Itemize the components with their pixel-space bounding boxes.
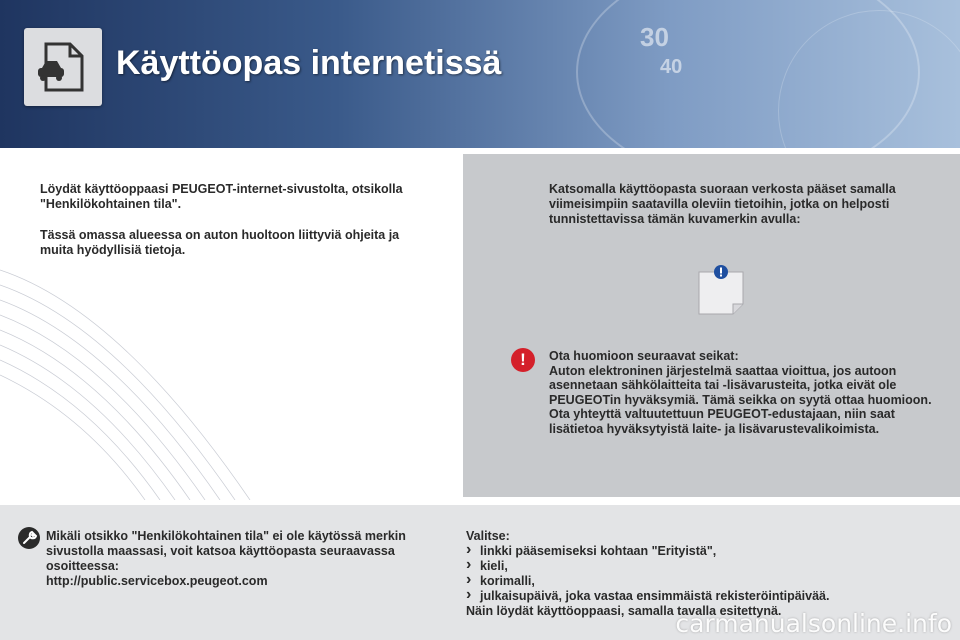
info-panel bbox=[463, 154, 960, 497]
header-banner bbox=[0, 0, 960, 148]
select-label: Valitse: bbox=[466, 529, 510, 543]
wrench-icon bbox=[18, 527, 40, 549]
steps-list bbox=[466, 544, 936, 604]
list-item: › linkki pääsemiseksi kohtaan "Erityistä", bbox=[466, 544, 936, 559]
paragraph: Löydät käyttöoppaasi PEUGEOT-internet-sivustolta, otsikolla "Henkilökohtainen tila". bbox=[40, 182, 403, 211]
selection-steps bbox=[466, 529, 936, 619]
decorative-lines bbox=[0, 250, 260, 500]
servicebox-url[interactable]: http://public.servicebox.peugeot.com bbox=[46, 574, 268, 588]
list-item: › kieli, bbox=[466, 559, 936, 574]
paragraph: Tässä omassa alueessa on auton huoltoon liittyviä ohjeita ja muita hyödyllisiä tietoja. bbox=[40, 228, 400, 257]
list-item: › julkaisupäivä, joka vastaa ensimmäistä rekisteröintipäivää. bbox=[466, 589, 936, 604]
watermark: carmanualsonline.info bbox=[675, 609, 952, 638]
warning-note bbox=[549, 349, 949, 436]
warning-text: Auton elektroninen järjestelmä saattaa vioittua, jos autoon asennetaan sähkölaitteita tai -lisävarusteita, jotka eivät ole PEUGEOTin hyväksymiä. Tämä seikka on syytä ottaa huomioon. Ota yhteyttä valtuutettuun PEUGEOT-edustajaan, niin saat lisätietoa hyväksytyistä laite- ja lisävarustevalikoimista. bbox=[549, 363, 932, 436]
note-exclamation-icon bbox=[695, 264, 747, 316]
warning-title: Ota huomioon seuraavat seikat: bbox=[549, 349, 739, 363]
warning-icon: ! bbox=[511, 348, 535, 372]
bottom-info-box bbox=[0, 505, 960, 640]
list-item: › korimalli, bbox=[466, 574, 936, 589]
fallback-text bbox=[46, 529, 426, 589]
gauge-number: 30 bbox=[640, 22, 669, 52]
closing-text: Näin löydät käyttöoppaasi, samalla tavalla esitettynä. bbox=[466, 604, 782, 618]
document-car-icon bbox=[24, 28, 102, 106]
page-title: Käyttöopas internetissä bbox=[116, 44, 502, 82]
gauge-number: 40 bbox=[660, 56, 683, 78]
online-intro: Katsomalla käyttöopasta suoraan verkosta pääset samalla viimeisimpiin saatavilla oleviin tietoihin, jotka on helposti tunnistettavissa tämän kuvamerkin avulla: bbox=[549, 182, 896, 226]
fallback-description: Mikäli otsikko "Henkilökohtainen tila" ei ole käytössä merkin sivustolla maassasi, voit katsoa käyttöopasta seuraavassa osoitteessa: bbox=[46, 529, 406, 573]
